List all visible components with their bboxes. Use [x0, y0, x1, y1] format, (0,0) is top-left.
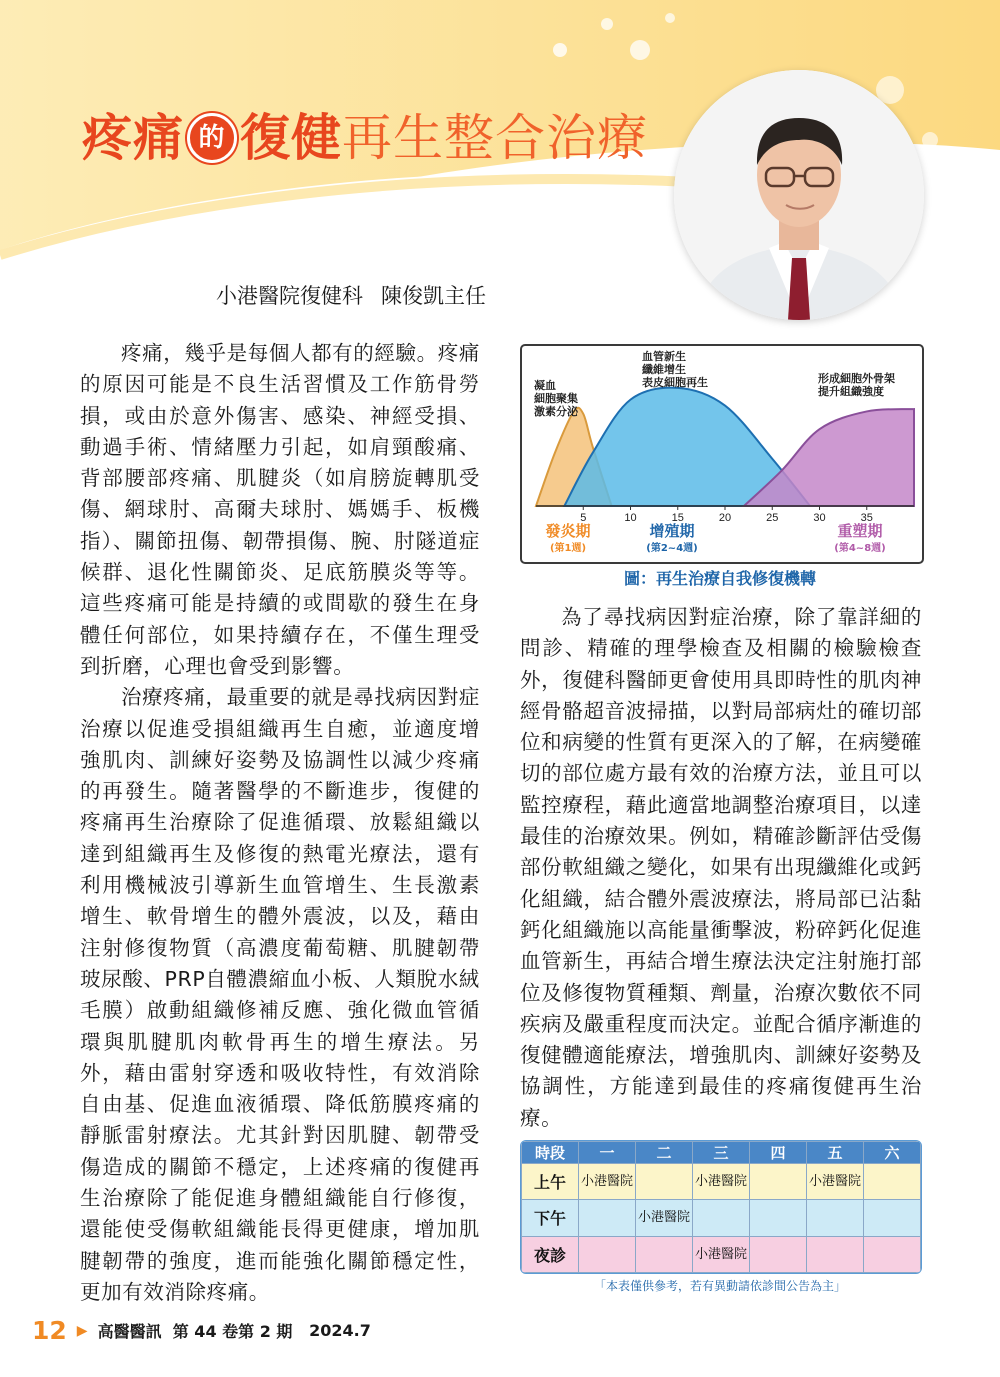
- paragraph-1: 疼痛，幾乎是每個人都有的經驗。疼痛的原因可能是不良生活習慣及工作筋骨勞損，或由於意外傷害、感染、神經受損、動過手術、情緒壓力引起，如肩頸酸痛、背部腰部疼痛、肌腱炎（如肩膀旋轉肌受傷、網球肘、高爾夫球肘、媽媽手、板機指）、關節扭傷、韌帶損傷、腕、肘隧道症候群、退化性關節炎、足底筋膜炎等等。這些疼痛可能是持續的或間歇的發生在身體任何部位，如果持續存在，不僅生理受到折磨，心理也會受到影響。: [80, 341, 480, 678]
- schedule-cell: [864, 1236, 921, 1272]
- schedule-cell: 小港醫院: [636, 1200, 693, 1236]
- phase-label: 發炎期: [545, 522, 591, 540]
- author-portrait: [674, 70, 924, 320]
- title-circle-char: 的: [187, 113, 237, 163]
- body-column-right: [520, 602, 922, 1134]
- schedule-cell: [636, 1164, 693, 1200]
- journal-issue: 第 44 卷第 2 期: [172, 1322, 293, 1341]
- schedule-cell: 小港醫院: [693, 1236, 750, 1272]
- page-number: 12: [32, 1316, 67, 1345]
- schedule-cell: 小港醫院: [579, 1164, 636, 1200]
- x-tick-label: 30: [813, 512, 826, 524]
- annotation-remodeling: 提升組織強度: [818, 385, 884, 398]
- schedule-cell: [579, 1200, 636, 1236]
- phase-sublabel: (第1週): [549, 543, 587, 554]
- phase-sublabel: (第4~8週): [834, 543, 886, 554]
- schedule-row-evening: [522, 1236, 921, 1272]
- schedule-row-label: 夜診: [522, 1236, 579, 1272]
- author-line: [216, 280, 504, 310]
- schedule-header-cell: 五: [807, 1142, 864, 1164]
- page-footer: [32, 1316, 371, 1345]
- schedule-row-label: 上午: [522, 1164, 579, 1200]
- schedule-cell: [864, 1200, 921, 1236]
- schedule-table: [521, 1141, 921, 1273]
- body-column-left: [80, 338, 480, 1308]
- article-title: [82, 106, 648, 170]
- phase-label: 增殖期: [649, 522, 695, 540]
- annotation-proliferation: 纖維增生: [642, 363, 686, 376]
- x-tick-label: 15: [671, 512, 684, 524]
- schedule-row-morning: [522, 1164, 921, 1200]
- schedule-cell: [750, 1236, 807, 1272]
- phase-sublabel: (第2~4週): [646, 543, 698, 554]
- schedule-header-cell: 一: [579, 1142, 636, 1164]
- doctor-portrait-icon: [674, 70, 924, 320]
- x-tick-label: 10: [624, 512, 637, 524]
- annotation-inflammation: 凝血: [534, 379, 556, 392]
- x-tick-label: 5: [580, 512, 587, 524]
- regeneration-figure: [520, 344, 924, 564]
- schedule-cell: [807, 1236, 864, 1272]
- schedule-cell: [750, 1200, 807, 1236]
- schedule-header-cell: 二: [636, 1142, 693, 1164]
- schedule-cell: [750, 1164, 807, 1200]
- x-tick-label: 20: [718, 512, 732, 524]
- play-arrow-icon: ▶: [76, 1322, 88, 1339]
- schedule-header-cell: 時段: [522, 1142, 579, 1164]
- schedule-header-cell: 四: [750, 1142, 807, 1164]
- journal-date: 2024.7: [309, 1321, 371, 1340]
- regeneration-chart: [522, 346, 922, 562]
- schedule-row-afternoon: [522, 1200, 921, 1236]
- schedule-cell: [579, 1236, 636, 1272]
- schedule-cell: [636, 1236, 693, 1272]
- schedule-header-row: [522, 1142, 921, 1164]
- schedule-row-label: 下午: [522, 1200, 579, 1236]
- schedule-header-cell: 六: [864, 1142, 921, 1164]
- annotation-inflammation: 激素分泌: [534, 405, 578, 418]
- figure-caption: 圖：再生治療自我修復機轉: [623, 569, 816, 588]
- annotation-remodeling: 形成細胞外骨架: [818, 372, 895, 385]
- schedule-cell: 小港醫院: [693, 1164, 750, 1200]
- author-name: 陳俊凱主任: [381, 284, 486, 308]
- title-part3: 再生整合治療: [342, 109, 648, 167]
- paragraph-2: 治療疼痛，最重要的就是尋找病因對症治療以促進受損組織再生自癒，並適度增強肌肉、訓練好姿勢及協調性以減少疼痛的再發生。隨著醫學的不斷進步，復健的疼痛再生治療除了促進循環、放鬆組織以達到組織再生及修復的熱電光療法，還有利用機械波引導新生血管增生、生長激素增生、軟骨增生的體外震波，以及，藉由注射修復物質（高濃度葡萄糖、肌腱韌帶玻尿酸、PRP自體濃縮血小板、人類脫水絨毛膜）啟動組織修補反應、強化微血管循環與肌腱肌肉軟骨再生的增生療法。另外，藉由雷射穿透和吸收特性，有效消除自由基、促進血液循環、降低筋膜疼痛的靜脈雷射療法。尤其針對因肌腱、韌帶受傷造成的關節不穩定，上述疼痛的復健再生治療除了能促進身體組織能自行修復，還能使受傷軟組織能長得更健康，增加肌腱韌帶的強度，進而能強化關節穩定性，更加有效消除疼痛。: [80, 685, 480, 1304]
- journal-name: 高醫醫訊: [97, 1322, 162, 1341]
- x-tick-label: 35: [860, 512, 873, 524]
- clinic-schedule: [520, 1140, 922, 1274]
- annotation-proliferation: 表皮細胞再生: [642, 376, 708, 389]
- phase-label: 重塑期: [837, 522, 883, 540]
- annotation-inflammation: 細胞聚集: [534, 392, 578, 405]
- title-part1: 疼痛: [82, 109, 184, 167]
- schedule-cell: [693, 1200, 750, 1236]
- schedule-cell: [807, 1200, 864, 1236]
- paragraph-3: 為了尋找病因對症治療，除了靠詳細的問診、精確的理學檢查及相關的檢驗檢查外，復健科醫師更會使用具即時性的肌肉神經骨骼超音波掃描，以對局部病灶的確切部位和病變的性質有更深入的了解，在病變確切的部位處方最有效的治療方法，並且可以監控療程，藉此適當地調整治療項目，以達最佳的治療效果。例如，精確診斷評估受傷部份軟組織之變化，如果有出現纖維化或鈣化組織，結合體外震波療法，將局部已沾黏鈣化組織施以高能量衝擊波，粉碎鈣化促進血管新生，再結合增生療法決定注射施打部位及修復物質種類、劑量，治療次數依不同疾病及嚴重程度而決定。並配合循序漸進的復健體適能療法，增強肌肉、訓練好姿勢及協調性，方能達到最佳的疼痛復健再生治療。: [520, 605, 922, 1130]
- schedule-header-cell: 三: [693, 1142, 750, 1164]
- schedule-cell: [864, 1164, 921, 1200]
- title-part2: 復健: [240, 109, 342, 167]
- author-dept: 小港醫院復健科: [216, 284, 363, 308]
- annotation-proliferation: 血管新生: [642, 350, 686, 363]
- schedule-note: 「本表僅供參考，若有異動請依診間公告為主」: [593, 1279, 846, 1293]
- x-tick-label: 25: [766, 512, 779, 524]
- schedule-cell: 小港醫院: [807, 1164, 864, 1200]
